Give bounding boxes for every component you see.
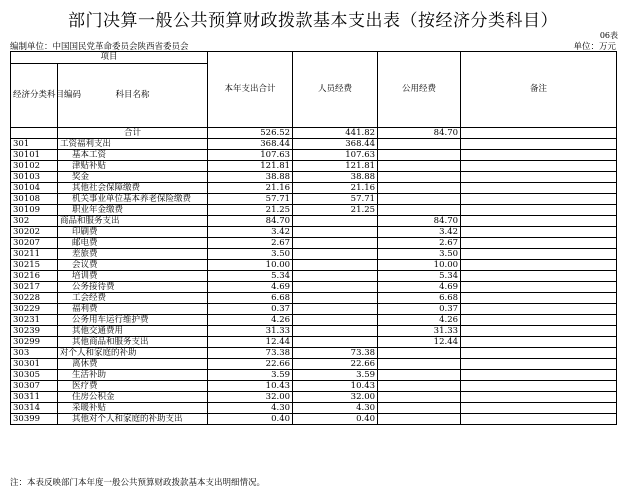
row-code: 30228	[11, 293, 58, 304]
row-personnel	[293, 282, 378, 293]
row-remark	[461, 205, 617, 216]
row-code: 30101	[11, 150, 58, 161]
row-remark	[461, 293, 617, 304]
row-code: 30231	[11, 315, 58, 326]
row-public	[378, 194, 461, 205]
row-remark	[461, 282, 617, 293]
row-public	[378, 150, 461, 161]
row-name: 会议费	[58, 260, 208, 271]
row-personnel	[293, 227, 378, 238]
row-remark	[461, 414, 617, 425]
row-name: 住房公积金	[58, 392, 208, 403]
row-code: 30307	[11, 381, 58, 392]
row-code: 30102	[11, 161, 58, 172]
row-name: 其他商品和服务支出	[58, 337, 208, 348]
row-total: 5.34	[208, 271, 293, 282]
row-public	[378, 205, 461, 216]
header-remark: 备注	[461, 52, 617, 128]
row-personnel: 368.44	[293, 139, 378, 150]
row-public: 12.44	[378, 337, 461, 348]
table-row	[11, 403, 617, 414]
row-code: 30103	[11, 172, 58, 183]
row-name: 其他交通费用	[58, 326, 208, 337]
row-public: 6.68	[378, 293, 461, 304]
total-label: 合计	[58, 128, 208, 139]
header-code: 经济分类科目编码	[11, 64, 58, 128]
row-name: 邮电费	[58, 238, 208, 249]
row-remark	[461, 381, 617, 392]
row-remark	[461, 249, 617, 260]
row-code: 30305	[11, 370, 58, 381]
row-personnel	[293, 337, 378, 348]
row-total: 57.71	[208, 194, 293, 205]
unit-label: 单位：万元	[573, 42, 616, 52]
row-personnel	[293, 271, 378, 282]
row-total: 38.88	[208, 172, 293, 183]
row-name: 生活补助	[58, 370, 208, 381]
row-public: 2.67	[378, 238, 461, 249]
row-name: 医疗费	[58, 381, 208, 392]
row-personnel: 4.30	[293, 403, 378, 414]
row-code: 30299	[11, 337, 58, 348]
row-code: 30399	[11, 414, 58, 425]
table-row	[11, 238, 617, 249]
row-code: 30202	[11, 227, 58, 238]
total-personnel: 441.82	[293, 128, 378, 139]
row-public	[378, 348, 461, 359]
row-personnel: 10.43	[293, 381, 378, 392]
row-remark	[461, 183, 617, 194]
row-total: 21.16	[208, 183, 293, 194]
row-total: 21.25	[208, 205, 293, 216]
table-row	[11, 227, 617, 238]
row-code: 30211	[11, 249, 58, 260]
total-public: 84.70	[378, 128, 461, 139]
row-remark	[461, 260, 617, 271]
row-remark	[461, 392, 617, 403]
table-row	[11, 359, 617, 370]
table-row	[11, 392, 617, 403]
row-public	[378, 359, 461, 370]
row-name: 其他社会保障缴费	[58, 183, 208, 194]
row-personnel	[293, 260, 378, 271]
row-total: 3.59	[208, 370, 293, 381]
row-remark	[461, 238, 617, 249]
row-remark	[461, 227, 617, 238]
row-name: 采暖补贴	[58, 403, 208, 414]
table-row	[11, 282, 617, 293]
row-remark	[461, 315, 617, 326]
row-public	[378, 172, 461, 183]
row-personnel: 22.66	[293, 359, 378, 370]
header-info-row	[10, 40, 616, 51]
row-remark	[461, 216, 617, 227]
row-name: 津贴补贴	[58, 161, 208, 172]
table-row	[11, 194, 617, 205]
table-code: 06表	[599, 31, 618, 40]
total-total: 526.52	[208, 128, 293, 139]
row-personnel: 107.63	[293, 150, 378, 161]
row-personnel: 38.88	[293, 172, 378, 183]
row-public	[378, 370, 461, 381]
header-total: 本年支出合计	[208, 52, 293, 128]
row-code: 30239	[11, 326, 58, 337]
table-row	[11, 337, 617, 348]
row-public: 10.00	[378, 260, 461, 271]
row-name: 离休费	[58, 359, 208, 370]
total-remark	[461, 128, 617, 139]
row-personnel	[293, 249, 378, 260]
row-public	[378, 183, 461, 194]
row-remark	[461, 370, 617, 381]
row-total: 84.70	[208, 216, 293, 227]
row-remark	[461, 348, 617, 359]
row-total: 4.30	[208, 403, 293, 414]
row-code: 30311	[11, 392, 58, 403]
row-public: 5.34	[378, 271, 461, 282]
row-public	[378, 381, 461, 392]
row-total: 368.44	[208, 139, 293, 150]
header-row-item	[11, 52, 617, 64]
row-remark	[461, 172, 617, 183]
row-name: 工会经费	[58, 293, 208, 304]
total-code	[11, 128, 58, 139]
table-row	[11, 172, 617, 183]
row-personnel: 121.81	[293, 161, 378, 172]
row-personnel	[293, 238, 378, 249]
table-row	[11, 271, 617, 282]
row-total: 6.68	[208, 293, 293, 304]
row-personnel	[293, 315, 378, 326]
row-public: 31.33	[378, 326, 461, 337]
page-title: 部门决算一般公共预算财政拨款基本支出表（按经济分类科目）	[68, 11, 558, 31]
row-total: 31.33	[208, 326, 293, 337]
header-personnel: 人员经费	[293, 52, 378, 128]
row-total: 73.38	[208, 348, 293, 359]
row-personnel	[293, 293, 378, 304]
row-remark	[461, 150, 617, 161]
row-total: 10.43	[208, 381, 293, 392]
row-public	[378, 392, 461, 403]
table-row	[11, 205, 617, 216]
total-row	[11, 128, 617, 139]
row-code: 30207	[11, 238, 58, 249]
row-total: 0.40	[208, 414, 293, 425]
row-code: 30108	[11, 194, 58, 205]
row-public: 4.69	[378, 282, 461, 293]
table-row	[11, 348, 617, 359]
org-label: 编制单位：中国国民党革命委员会陕西省委员会	[10, 42, 189, 52]
row-name: 对个人和家庭的补助	[58, 348, 208, 359]
row-remark	[461, 139, 617, 150]
table-row	[11, 293, 617, 304]
row-code: 30104	[11, 183, 58, 194]
row-code: 30229	[11, 304, 58, 315]
row-total: 121.81	[208, 161, 293, 172]
row-total: 107.63	[208, 150, 293, 161]
table-row	[11, 326, 617, 337]
row-code: 30215	[11, 260, 58, 271]
header-name: 科目名称	[58, 64, 208, 128]
row-name: 机关事业单位基本养老保险缴费	[58, 194, 208, 205]
table-row	[11, 161, 617, 172]
row-total: 4.26	[208, 315, 293, 326]
row-remark	[461, 271, 617, 282]
table-row	[11, 150, 617, 161]
table-body	[11, 128, 617, 425]
row-personnel	[293, 216, 378, 227]
table-row	[11, 260, 617, 271]
row-public: 84.70	[378, 216, 461, 227]
row-code: 30217	[11, 282, 58, 293]
row-remark	[461, 194, 617, 205]
row-name: 其他对个人和家庭的补助支出	[58, 414, 208, 425]
row-name: 商品和服务支出	[58, 216, 208, 227]
row-total: 10.00	[208, 260, 293, 271]
row-personnel	[293, 326, 378, 337]
row-remark	[461, 161, 617, 172]
row-name: 福利费	[58, 304, 208, 315]
row-code: 30109	[11, 205, 58, 216]
row-code: 30216	[11, 271, 58, 282]
row-name: 差旅费	[58, 249, 208, 260]
row-public	[378, 414, 461, 425]
row-public	[378, 403, 461, 414]
table-row	[11, 414, 617, 425]
row-total: 4.69	[208, 282, 293, 293]
header-item: 项目	[11, 52, 208, 64]
row-name: 职业年金缴费	[58, 205, 208, 216]
row-code: 30314	[11, 403, 58, 414]
expenditure-table	[10, 51, 617, 425]
table-row	[11, 304, 617, 315]
row-personnel: 3.59	[293, 370, 378, 381]
row-total: 22.66	[208, 359, 293, 370]
row-public: 3.42	[378, 227, 461, 238]
row-public: 4.26	[378, 315, 461, 326]
table-row	[11, 315, 617, 326]
row-code: 303	[11, 348, 58, 359]
row-personnel: 0.40	[293, 414, 378, 425]
footnote: 注：本表反映部门本年度一般公共预算财政拨款基本支出明细情况。	[10, 478, 266, 488]
row-name: 奖金	[58, 172, 208, 183]
row-name: 培训费	[58, 271, 208, 282]
row-code: 30301	[11, 359, 58, 370]
row-total: 32.00	[208, 392, 293, 403]
row-name: 工资福利支出	[58, 139, 208, 150]
row-total: 0.37	[208, 304, 293, 315]
table-row	[11, 370, 617, 381]
table-row	[11, 139, 617, 150]
table-row	[11, 381, 617, 392]
header-public: 公用经费	[378, 52, 461, 128]
row-public	[378, 139, 461, 150]
row-personnel: 32.00	[293, 392, 378, 403]
row-name: 基本工资	[58, 150, 208, 161]
row-personnel: 57.71	[293, 194, 378, 205]
row-public	[378, 161, 461, 172]
row-remark	[461, 304, 617, 315]
table-row	[11, 183, 617, 194]
row-remark	[461, 359, 617, 370]
row-total: 2.67	[208, 238, 293, 249]
row-personnel	[293, 304, 378, 315]
row-code: 301	[11, 139, 58, 150]
row-remark	[461, 403, 617, 414]
row-total: 3.42	[208, 227, 293, 238]
row-total: 12.44	[208, 337, 293, 348]
row-name: 公务用车运行维护费	[58, 315, 208, 326]
row-remark	[461, 326, 617, 337]
row-personnel: 21.25	[293, 205, 378, 216]
row-public: 0.37	[378, 304, 461, 315]
row-code: 302	[11, 216, 58, 227]
row-personnel: 73.38	[293, 348, 378, 359]
row-remark	[461, 337, 617, 348]
row-name: 公务接待费	[58, 282, 208, 293]
table-row	[11, 249, 617, 260]
row-personnel: 21.16	[293, 183, 378, 194]
row-name: 印刷费	[58, 227, 208, 238]
table-row	[11, 216, 617, 227]
row-total: 3.50	[208, 249, 293, 260]
row-public: 3.50	[378, 249, 461, 260]
